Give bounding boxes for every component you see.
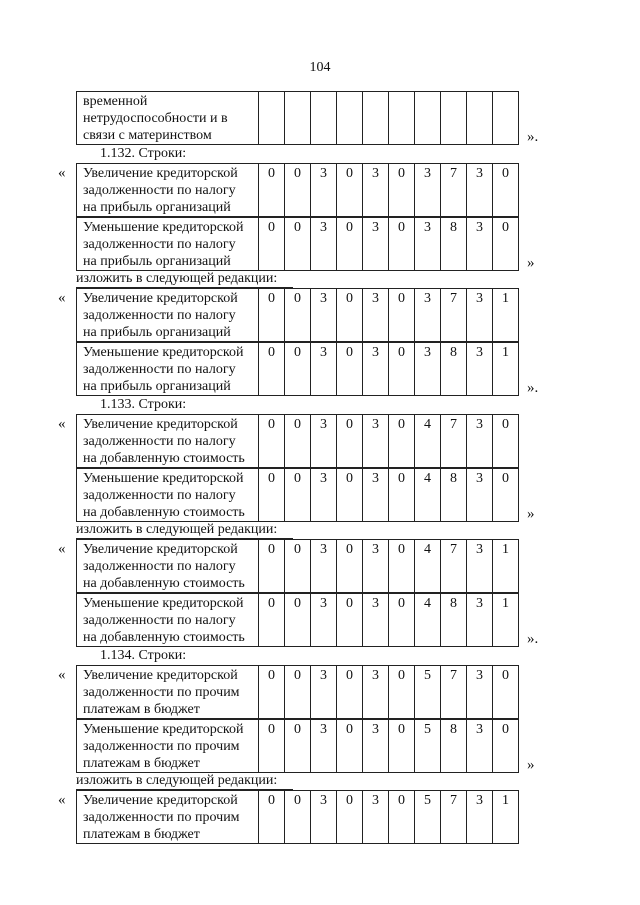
row-label xyxy=(76,539,259,593)
code-cell xyxy=(493,91,519,145)
row-label xyxy=(76,217,259,271)
row-label-line: на прибыль организаций xyxy=(83,325,231,340)
row-label xyxy=(76,593,259,647)
row-label xyxy=(76,414,259,468)
code-cell: 3 xyxy=(467,342,493,396)
code-cell: 3 xyxy=(311,217,337,271)
code-cell: 0 xyxy=(389,719,415,773)
code-cell: 0 xyxy=(493,719,519,773)
code-cell: 3 xyxy=(363,468,389,522)
code-cell: 8 xyxy=(441,593,467,647)
row-label xyxy=(76,163,259,217)
table-row xyxy=(76,719,519,773)
open-quote: « xyxy=(58,541,66,557)
code-cell: 0 xyxy=(259,414,285,468)
code-cell: 5 xyxy=(415,719,441,773)
code-cell: 3 xyxy=(467,790,493,844)
row-label xyxy=(76,288,259,342)
table-row xyxy=(76,539,519,593)
code-cell: 3 xyxy=(363,719,389,773)
code-cell: 0 xyxy=(389,288,415,342)
code-cell: 0 xyxy=(389,342,415,396)
close-quote: ». xyxy=(527,631,539,647)
page-number: 104 xyxy=(309,60,331,75)
table-row xyxy=(76,163,519,217)
amendment-intro: изложить в следующей редакции: xyxy=(76,271,278,286)
code-cell: 3 xyxy=(363,593,389,647)
code-cell: 4 xyxy=(415,414,441,468)
row-label-line: на прибыль организаций xyxy=(83,200,231,215)
code-cell: 0 xyxy=(389,468,415,522)
code-cell: 7 xyxy=(441,288,467,342)
code-cell xyxy=(337,91,363,145)
code-cell: 3 xyxy=(363,342,389,396)
code-cell: 3 xyxy=(311,719,337,773)
code-cell: 3 xyxy=(311,593,337,647)
row-label-line: Увеличение кредиторской xyxy=(83,793,238,808)
row-label xyxy=(76,719,259,773)
code-cell: 3 xyxy=(363,288,389,342)
code-cell: 3 xyxy=(311,539,337,593)
row-label-line: задолженности по налогу xyxy=(83,362,236,377)
row-label-line: задолженности по прочим xyxy=(83,810,240,825)
table-row xyxy=(76,91,519,145)
code-cell: 3 xyxy=(363,665,389,719)
table-row xyxy=(76,790,519,844)
row-label-line: задолженности по налогу xyxy=(83,308,236,323)
code-cell: 0 xyxy=(285,665,311,719)
code-cell: 4 xyxy=(415,468,441,522)
code-cell: 0 xyxy=(285,414,311,468)
code-cell: 0 xyxy=(389,593,415,647)
code-cell: 3 xyxy=(311,163,337,217)
code-cell: 0 xyxy=(285,593,311,647)
close-quote: ». xyxy=(527,129,539,145)
code-cell: 0 xyxy=(259,468,285,522)
code-cell: 0 xyxy=(259,539,285,593)
code-cell: 3 xyxy=(311,288,337,342)
code-cell: 0 xyxy=(259,593,285,647)
code-cell: 3 xyxy=(311,342,337,396)
code-cell: 0 xyxy=(337,665,363,719)
code-cell: 3 xyxy=(363,217,389,271)
section-heading: 1.132. Строки: xyxy=(100,146,187,161)
code-cell: 0 xyxy=(389,539,415,593)
code-cell: 3 xyxy=(311,790,337,844)
code-cell: 0 xyxy=(259,665,285,719)
row-label xyxy=(76,665,259,719)
code-cell: 0 xyxy=(337,719,363,773)
code-cell: 0 xyxy=(259,790,285,844)
code-cell: 1 xyxy=(493,288,519,342)
code-cell: 0 xyxy=(337,217,363,271)
code-cell: 0 xyxy=(259,217,285,271)
code-cell: 0 xyxy=(389,790,415,844)
code-cell: 1 xyxy=(493,539,519,593)
code-cell: 0 xyxy=(285,468,311,522)
row-label-line: задолженности по налогу xyxy=(83,237,236,252)
close-quote: » xyxy=(527,255,535,271)
code-cell: 3 xyxy=(363,163,389,217)
code-cell: 0 xyxy=(337,468,363,522)
close-quote: ». xyxy=(527,380,539,396)
table-row xyxy=(76,414,519,468)
table-row xyxy=(76,468,519,522)
code-cell: 0 xyxy=(493,163,519,217)
code-cell xyxy=(389,91,415,145)
code-cell: 3 xyxy=(311,468,337,522)
code-cell xyxy=(441,91,467,145)
row-label-line: на добавленную стоимость xyxy=(83,451,245,466)
row-label-line: на прибыль организаций xyxy=(83,379,231,394)
code-cell: 3 xyxy=(415,163,441,217)
row-label-line: Увеличение кредиторской xyxy=(83,668,238,683)
code-cell: 0 xyxy=(493,414,519,468)
code-cell: 0 xyxy=(259,342,285,396)
amendment-intro: изложить в следующей редакции: xyxy=(76,522,278,537)
code-cell: 8 xyxy=(441,342,467,396)
code-cell: 3 xyxy=(467,288,493,342)
code-cell xyxy=(415,91,441,145)
close-quote: » xyxy=(527,506,535,522)
code-cell: 0 xyxy=(285,342,311,396)
code-cell: 0 xyxy=(493,468,519,522)
row-label xyxy=(76,468,259,522)
code-cell: 0 xyxy=(285,163,311,217)
code-cell: 3 xyxy=(363,790,389,844)
code-cell: 8 xyxy=(441,468,467,522)
code-cell: 0 xyxy=(285,288,311,342)
row-label-line: задолженности по налогу xyxy=(83,559,236,574)
table-row xyxy=(76,217,519,271)
open-quote: « xyxy=(58,792,66,808)
code-cell: 7 xyxy=(441,790,467,844)
code-cell: 0 xyxy=(337,288,363,342)
code-cell: 3 xyxy=(467,665,493,719)
code-cell: 1 xyxy=(493,342,519,396)
code-cell: 0 xyxy=(285,539,311,593)
code-cell: 0 xyxy=(337,163,363,217)
code-cell: 5 xyxy=(415,790,441,844)
row-label-line: задолженности по налогу xyxy=(83,613,236,628)
code-cell xyxy=(311,91,337,145)
code-cell: 0 xyxy=(337,342,363,396)
code-cell: 3 xyxy=(467,539,493,593)
row-label-line: Увеличение кредиторской xyxy=(83,166,238,181)
code-cell: 0 xyxy=(285,719,311,773)
code-cell: 0 xyxy=(493,665,519,719)
code-cell: 0 xyxy=(337,790,363,844)
code-cell: 3 xyxy=(363,539,389,593)
code-cell: 0 xyxy=(389,414,415,468)
table-row xyxy=(76,342,519,396)
code-cell: 0 xyxy=(285,217,311,271)
amendment-intro: изложить в следующей редакции: xyxy=(76,773,278,788)
code-cell: 3 xyxy=(363,414,389,468)
code-cell: 3 xyxy=(467,217,493,271)
code-cell: 0 xyxy=(285,790,311,844)
row-label-line: Уменьшение кредиторской xyxy=(83,345,244,360)
code-cell: 3 xyxy=(467,414,493,468)
row-label-line: связи с материнством xyxy=(83,128,212,143)
row-label-line: задолженности по налогу xyxy=(83,183,236,198)
code-cell: 7 xyxy=(441,665,467,719)
row-label xyxy=(76,342,259,396)
code-cell: 3 xyxy=(467,719,493,773)
row-label-line: Увеличение кредиторской xyxy=(83,291,238,306)
row-label-line: на прибыль организаций xyxy=(83,254,231,269)
code-cell: 7 xyxy=(441,539,467,593)
row-label-line: на добавленную стоимость xyxy=(83,630,245,645)
code-cell: 0 xyxy=(259,288,285,342)
row-label-line: на добавленную стоимость xyxy=(83,576,245,591)
code-cell: 0 xyxy=(259,719,285,773)
code-cell xyxy=(363,91,389,145)
row-label-line: Уменьшение кредиторской xyxy=(83,471,244,486)
code-cell: 0 xyxy=(493,217,519,271)
code-cell: 8 xyxy=(441,217,467,271)
row-label-line: задолженности по налогу xyxy=(83,488,236,503)
code-cell: 4 xyxy=(415,539,441,593)
row-label-line: временной xyxy=(83,94,148,109)
code-cell: 3 xyxy=(415,217,441,271)
table-row xyxy=(76,665,519,719)
row-label-line: платежам в бюджет xyxy=(83,756,200,771)
open-quote: « xyxy=(58,290,66,306)
row-label-line: Уменьшение кредиторской xyxy=(83,220,244,235)
open-quote: « xyxy=(58,165,66,181)
code-cell: 3 xyxy=(467,593,493,647)
code-cell: 0 xyxy=(389,665,415,719)
code-cell: 0 xyxy=(337,414,363,468)
section-heading: 1.133. Строки: xyxy=(100,397,187,412)
code-cell: 0 xyxy=(337,593,363,647)
code-cell: 3 xyxy=(311,414,337,468)
table-row xyxy=(76,288,519,342)
code-cell: 5 xyxy=(415,665,441,719)
code-cell xyxy=(259,91,285,145)
open-quote: « xyxy=(58,416,66,432)
code-cell: 8 xyxy=(441,719,467,773)
code-cell: 3 xyxy=(467,468,493,522)
row-label-line: на добавленную стоимость xyxy=(83,505,245,520)
code-cell: 4 xyxy=(415,593,441,647)
row-label-line: задолженности по прочим xyxy=(83,739,240,754)
code-cell: 0 xyxy=(337,539,363,593)
open-quote: « xyxy=(58,667,66,683)
row-label-line: платежам в бюджет xyxy=(83,702,200,717)
row-label xyxy=(76,790,259,844)
code-cell: 1 xyxy=(493,790,519,844)
row-label-line: Увеличение кредиторской xyxy=(83,417,238,432)
row-label-line: платежам в бюджет xyxy=(83,827,200,842)
code-cell: 3 xyxy=(467,163,493,217)
row-label-line: Уменьшение кредиторской xyxy=(83,596,244,611)
code-cell: 7 xyxy=(441,163,467,217)
section-heading: 1.134. Строки: xyxy=(100,648,187,663)
code-cell xyxy=(467,91,493,145)
row-label-line: Уменьшение кредиторской xyxy=(83,722,244,737)
row-label xyxy=(76,91,259,145)
code-cell: 0 xyxy=(389,163,415,217)
code-cell: 0 xyxy=(259,163,285,217)
row-label-line: задолженности по налогу xyxy=(83,434,236,449)
code-cell: 7 xyxy=(441,414,467,468)
code-cell: 1 xyxy=(493,593,519,647)
table-row xyxy=(76,593,519,647)
code-cell: 3 xyxy=(415,342,441,396)
code-cell: 0 xyxy=(389,217,415,271)
code-cell: 3 xyxy=(311,665,337,719)
close-quote: » xyxy=(527,757,535,773)
row-label-line: Увеличение кредиторской xyxy=(83,542,238,557)
row-label-line: задолженности по прочим xyxy=(83,685,240,700)
code-cell: 3 xyxy=(415,288,441,342)
code-cell xyxy=(285,91,311,145)
row-label-line: нетрудоспособности и в xyxy=(83,111,228,126)
